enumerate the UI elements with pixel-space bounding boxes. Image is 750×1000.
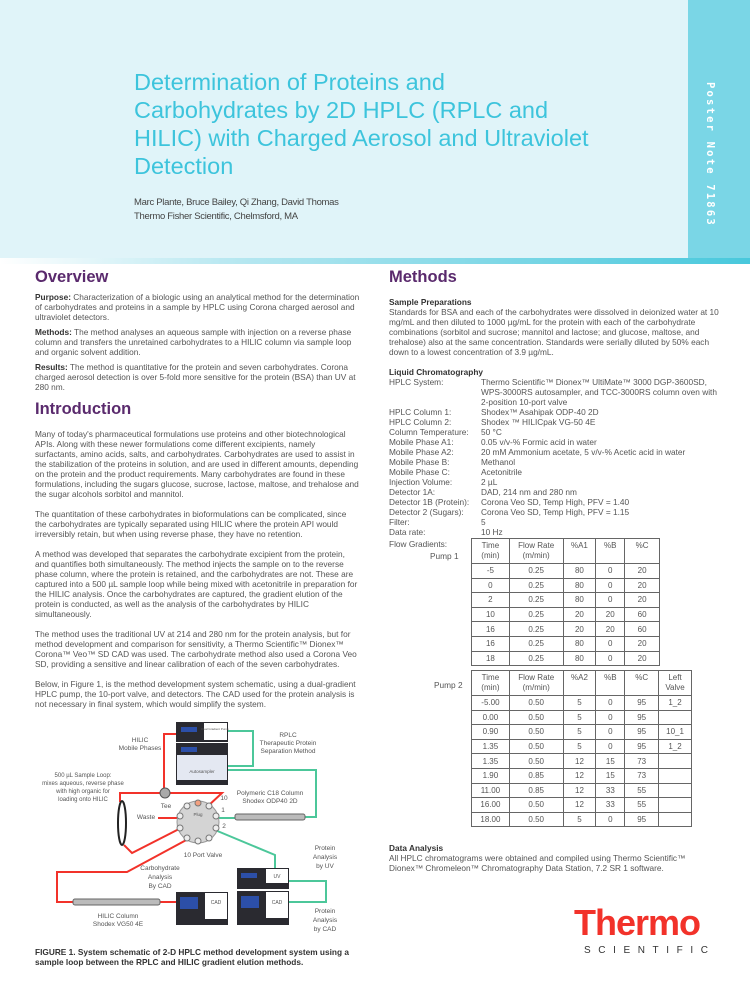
rplc-label: Separation Method	[260, 748, 316, 755]
table-cell: 16.00	[472, 798, 510, 813]
table-cell: 0	[596, 739, 625, 754]
lc-param-row	[389, 417, 729, 427]
table-cell: 0.25	[509, 578, 563, 593]
column-header: %A1	[563, 539, 596, 564]
table-cell: 0	[596, 710, 625, 725]
table-row	[472, 798, 692, 813]
lc-param-row	[389, 487, 729, 497]
table-cell: 1_2	[659, 739, 692, 754]
data-analysis-heading: Data Analysis	[389, 843, 444, 853]
table-cell: 73	[625, 768, 659, 783]
lc-param-value: 2 µL	[481, 477, 498, 487]
lc-param-label: Detector 2 (Sugars):	[389, 507, 464, 517]
lc-param-value: Corona Veo SD, Temp High, PFV = 1.40	[481, 497, 630, 507]
table-cell	[659, 754, 692, 769]
loop-label: with high organic for	[56, 789, 110, 795]
lc-param-label: Detector 1A:	[389, 487, 436, 497]
introduction-heading: Introduction	[35, 400, 132, 418]
protein-cad-label: Protein	[314, 908, 336, 915]
sample-prep-text: Standards for BSA and each of the carbohydrates were dissolved in deionized water at 10 mg/mL and then diluted to 1000 µg/mL for the protein with each of the carbohydrate combinations (sorbitol and sucrose; mannitol and lactose; and glucose, maltose, and trehalose) also at the same concentration. Standards were serially diluted by 50% each down to a lowest concentration of 3.9 µg/mL.	[389, 307, 719, 357]
table-row	[472, 725, 692, 740]
table-cell: 95	[625, 696, 659, 711]
lc-param-label: HPLC Column 1:	[389, 407, 452, 417]
methods-text: The method analyses an aqueous sample with injection on a reverse phase column and transfers the unretained carbohydrates to a HILIC column via sample loop and organic solvent addition.	[35, 327, 352, 357]
table-cell: 60	[625, 607, 660, 622]
hilic-column-label: Shodex VG50 4E	[92, 921, 144, 928]
lc-param-value: 20 mM Ammonium acetate, 5 v/v-% Acetic acid in water	[481, 447, 686, 457]
pump2-label: Pump 2	[434, 680, 463, 690]
table-cell: 12	[563, 754, 596, 769]
carb-label: By CAD	[148, 883, 172, 890]
carb-label: Analysis	[147, 874, 173, 881]
methods-heading: Methods	[389, 268, 457, 286]
poster-note-number: Poster Note 71863	[704, 82, 716, 227]
purpose-label: Purpose:	[35, 292, 71, 302]
lc-param-label: Detector 1B (Protein):	[389, 497, 470, 507]
table-cell: 80	[563, 593, 596, 608]
intro-paragraph: Below, in Figure 1, is the method development system schematic, using a dual-gradient HPLC pump, the 10-port valve, and detectors. The CAD used for the protein analysis is not necessary in final system, which would simplify the system.	[35, 679, 356, 709]
table-cell: 1_2	[659, 696, 692, 711]
lc-param-value: Methanol	[481, 457, 516, 467]
table-row	[472, 636, 660, 651]
table-cell: 5	[563, 725, 596, 740]
loop-label: 500 µL Sample Loop:	[54, 773, 112, 779]
lc-param-row	[389, 457, 729, 467]
lc-param-row	[389, 467, 729, 477]
table-cell: 15	[596, 754, 625, 769]
table-cell: 55	[625, 783, 659, 798]
table-cell: 73	[625, 754, 659, 769]
column-header: Time (min)	[472, 539, 510, 564]
table-cell: 60	[625, 622, 660, 637]
lc-param-label: Mobile Phase A2:	[389, 447, 454, 457]
hilic-mp-label: Mobile Phases	[118, 745, 162, 752]
affiliation: Thermo Fisher Scientific, Chelmsford, MA	[134, 211, 298, 222]
table-cell: 80	[563, 636, 596, 651]
lc-param-row	[389, 447, 729, 457]
table-cell: 0.25	[509, 622, 563, 637]
table-row	[472, 578, 660, 593]
table-cell: 33	[596, 783, 625, 798]
lc-param-value: Acetonitrile	[481, 467, 523, 477]
intro-paragraph: A method was developed that separates the carbohydrate excipient from the protein, and quantifies both simultaneously. The method injects the sample on to the reverse phase column, where the protein is retained, and the carbohydrates are not. These are captured into a 500 µL sample loop while being mixed with acetonitrile in preparation for the HILIC analysis. Once the carbohydrates are captured, the gradient elution of the protein is conducted, as well as the analysis of the carbohydrates by HILIC simultaneously.	[35, 549, 358, 619]
table-cell: 0	[596, 696, 625, 711]
pump-label: Dual Gradient Pump	[201, 727, 229, 731]
poster-title: Determination of Proteins and Carbohydrates by 2D HPLC (RPLC and HILIC) with Charged Aerosol and Ultraviolet Detection	[134, 69, 589, 179]
lc-param-row	[389, 497, 729, 507]
lc-param-label: Data rate:	[389, 527, 426, 537]
table-cell: 80	[563, 578, 596, 593]
lc-param-row	[389, 517, 729, 527]
lc-param-label: Injection Volume:	[389, 477, 453, 487]
methods-label: Methods:	[35, 327, 72, 337]
table-cell: 0	[596, 593, 625, 608]
protein-uv-label: by UV	[316, 863, 334, 870]
port-label: 1	[221, 807, 225, 814]
c18-column-icon	[235, 814, 305, 820]
table-cell: 20	[563, 622, 596, 637]
intro-paragraph: The quantitation of these carbohydrates in bioformulations can be complicated, since the carbohydrates are typically separated using HILIC where the protein API would irreversibly retain, but when using reverse phase, they have no retention.	[35, 509, 347, 539]
table-cell	[659, 812, 692, 827]
table-cell: 5	[563, 739, 596, 754]
lc-param-value: Thermo Scientific™ Dionex™ UltiMate™ 3000 DGP-3600SD, WPS-3000RS autosampler, and TCC-3000RS column oven with 2-position 10-port valve	[481, 377, 717, 407]
table-cell: 12	[563, 768, 596, 783]
table-cell: 0.50	[509, 812, 563, 827]
lc-param-value: Shodex ™ HILICpak VG-50 4E	[481, 417, 596, 427]
table-cell: 12	[563, 783, 596, 798]
table-cell: 18.00	[472, 812, 510, 827]
lc-param-label: HPLC Column 2:	[389, 417, 452, 427]
table-cell: 95	[625, 812, 659, 827]
lc-param-value: 0.05 v/v-% Formic acid in water	[481, 437, 597, 447]
table-cell: 33	[596, 798, 625, 813]
lc-param-value: DAD, 214 nm and 280 nm	[481, 487, 577, 497]
lc-param-row	[389, 527, 729, 537]
uv-detector-icon	[237, 868, 289, 889]
pump-icon	[176, 722, 229, 742]
table-cell: 0.85	[509, 783, 563, 798]
table-cell: 1.35	[472, 739, 510, 754]
table-cell: 20	[596, 607, 625, 622]
column-header: Flow Rate (m/min)	[509, 539, 563, 564]
valve-label: 10 Port Valve	[183, 852, 223, 859]
rplc-label: RPLC	[279, 732, 297, 739]
thermo-logo: Thermo	[574, 902, 701, 943]
table-cell: 20	[596, 622, 625, 637]
column-header: Left Valve	[659, 671, 692, 696]
waste-label: Waste	[136, 814, 156, 821]
table-cell: 0.00	[472, 710, 510, 725]
hilic-column-label: HILIC Column	[97, 913, 139, 920]
autosampler-label: Autosampler	[189, 769, 215, 774]
table-cell: 0.50	[509, 710, 563, 725]
lc-param-row	[389, 377, 729, 407]
protein-cad-label: Analysis	[312, 917, 338, 924]
results-text: The method is quantitative for the protein and seven carbohydrates. Corona charged aerosol detection is over 5-fold more sensitive for the protein (BSA) than UV at 280 nm.	[35, 362, 356, 392]
lc-param-label: HPLC System:	[389, 377, 444, 387]
port-label: 10	[220, 795, 228, 802]
table-cell: 0.25	[509, 607, 563, 622]
table-row	[472, 651, 660, 666]
lc-param-value: 50 °C	[481, 427, 502, 437]
table-cell: 10	[472, 607, 510, 622]
lc-param-row	[389, 407, 729, 417]
c18-label: Shodex ODP40 2D	[242, 798, 298, 805]
loop-line	[120, 793, 160, 802]
table-cell: 95	[625, 725, 659, 740]
table-cell: 15	[596, 768, 625, 783]
scientific-logo-text: SCIENTIFIC	[584, 945, 716, 956]
lc-param-value: 5	[481, 517, 486, 527]
table-cell	[659, 798, 692, 813]
sample-loop-icon	[118, 801, 126, 845]
table-cell: 55	[625, 798, 659, 813]
lc-heading: Liquid Chromatography	[389, 367, 484, 377]
cad-label: CAD	[271, 900, 283, 906]
table-row	[472, 710, 692, 725]
column-header: %C	[625, 671, 659, 696]
uv-label: UV	[273, 874, 281, 880]
table-cell: 20	[563, 607, 596, 622]
table-cell: 80	[563, 564, 596, 579]
table-cell: 18	[472, 651, 510, 666]
purpose-text: Characterization of a biologic using an analytical method for the determination of carbohydrates and proteins in a sample by HPLC using Corona charged aerosol and ultraviolet detectors.	[35, 292, 360, 322]
hilic-column-icon	[73, 899, 160, 905]
rplc-label: Therapeutic Protein	[259, 740, 317, 747]
table-cell: 20	[625, 564, 660, 579]
autosampler-icon	[176, 743, 228, 785]
table-cell: 2	[472, 593, 510, 608]
cad-label: CAD	[210, 900, 222, 906]
lc-param-label: Mobile Phase C:	[389, 467, 450, 477]
table-cell: 95	[625, 710, 659, 725]
data-analysis-text: All HPLC chromatograms were obtained and compiled using Thermo Scientific™ Dionex™ Chromeleon™ Chromatography Data Station, 7.2 SR 1 software.	[389, 853, 686, 873]
intro-paragraph: The method uses the traditional UV at 214 and 280 nm for the protein analysis, but for method development and comparison for sensitivity, a Thermo Scientific™ Dionex™ Corona™ Veo™ SD CAD was used. The carbohydrate method also used a Corona Veo SD, providing a sensitive and linear calibration of each of the seven carbohydrates.	[35, 629, 357, 669]
table-cell: -5.00	[472, 696, 510, 711]
table-cell: 16	[472, 636, 510, 651]
table-cell: 0.50	[509, 696, 563, 711]
table-cell: 12	[563, 798, 596, 813]
pump1-label: Pump 1	[430, 551, 459, 561]
plug-label: Plug	[193, 812, 203, 817]
overview-heading: Overview	[35, 268, 109, 286]
results-label: Results:	[35, 362, 68, 372]
carb-label: Carbohydrate	[140, 865, 180, 872]
column-header: %A2	[563, 671, 596, 696]
table-row	[472, 739, 692, 754]
column-header: %C	[625, 539, 660, 564]
table-cell: 0.50	[509, 798, 563, 813]
protein-uv-label: Analysis	[312, 854, 338, 861]
tee-label: Tee	[160, 803, 172, 810]
table-cell	[659, 768, 692, 783]
table-cell	[659, 783, 692, 798]
table-cell: 0	[596, 812, 625, 827]
table-cell: 5	[563, 710, 596, 725]
table-header-row	[472, 539, 660, 564]
table-cell: 95	[625, 739, 659, 754]
authors: Marc Plante, Bruce Bailey, Qi Zhang, David Thomas	[134, 197, 339, 208]
table-row	[472, 783, 692, 798]
lc-param-row	[389, 477, 729, 487]
table-cell: 0	[596, 725, 625, 740]
detector-line	[289, 881, 326, 902]
table-row	[472, 607, 660, 622]
valve-icon	[177, 800, 219, 844]
tee-icon	[160, 788, 170, 798]
table-cell: 0.50	[509, 725, 563, 740]
intro-paragraph: Many of today's pharmaceutical formulations use proteins and other biotechnological APIs. Along with these newer formulations come different excipients, namely surfactants, amino acids, salts, and carbohydrates. Carbohydrates are used to assist in the stabilization of the proteins in solution, and are used in different amounts, depending on the protein and the product requirements. Many carbohydrates are found in these formulations, including the sugars glucose, sucrose, lactose, maltose, and trehalose and the sugar alcohols sorbitol and mannitol.	[35, 429, 359, 499]
table-cell: 0	[472, 578, 510, 593]
table-row	[472, 812, 692, 827]
hilic-line	[164, 734, 176, 790]
lc-param-row	[389, 437, 729, 447]
table-cell: 0.50	[509, 739, 563, 754]
table-cell: 20	[625, 636, 660, 651]
figure-caption: FIGURE 1. System schematic of 2-D HPLC method development system using a sample loop between the RPLC and HILIC gradient elution methods.	[35, 947, 349, 967]
table-cell: 1.35	[472, 754, 510, 769]
table-cell: 0	[596, 578, 625, 593]
table-cell	[659, 710, 692, 725]
table-cell: 5	[563, 696, 596, 711]
uv-line	[215, 830, 275, 868]
lc-param-label: Filter:	[389, 517, 410, 527]
table-cell: 11.00	[472, 783, 510, 798]
lc-param-row	[389, 427, 729, 437]
lc-param-value: Corona Veo SD, Temp High, PFV = 1.15	[481, 507, 630, 517]
c18-label: Polymeric C18 Column	[236, 790, 304, 797]
table-row	[472, 564, 660, 579]
loop-label: mixes aqueous, reverse phase	[42, 781, 124, 787]
table-cell: 1.90	[472, 768, 510, 783]
lc-param-value: 10 Hz	[481, 527, 503, 537]
table-cell: 0.25	[509, 651, 563, 666]
table-header-row	[472, 671, 692, 696]
table-cell: 0.25	[509, 636, 563, 651]
table-cell: 0.85	[509, 768, 563, 783]
rplc-line	[228, 731, 253, 766]
table-cell: 20	[625, 578, 660, 593]
pump1-gradient-table	[471, 538, 660, 666]
table-cell: -5	[472, 564, 510, 579]
table-cell: 10_1	[659, 725, 692, 740]
column-header: %B	[596, 539, 625, 564]
cad-detector-icon	[237, 891, 289, 925]
flow-gradients-label: Flow Gradients:	[389, 539, 448, 549]
hilic-mp-label: HILIC	[131, 737, 149, 744]
column-header: Flow Rate (m/min)	[509, 671, 563, 696]
table-cell: 0.25	[509, 564, 563, 579]
column-header: %B	[596, 671, 625, 696]
table-cell: 0.25	[509, 593, 563, 608]
table-cell: 0.50	[509, 754, 563, 769]
table-cell: 5	[563, 812, 596, 827]
lc-param-label: Mobile Phase B:	[389, 457, 450, 467]
lc-param-label: Column Temperature:	[389, 427, 469, 437]
port-label: 2	[222, 823, 226, 830]
table-row	[472, 622, 660, 637]
pump2-gradient-table	[471, 670, 692, 827]
protein-cad-label: by CAD	[313, 926, 337, 933]
loop-line	[124, 828, 181, 853]
table-row	[472, 593, 660, 608]
lc-parameters	[389, 377, 729, 537]
lc-param-row	[389, 507, 729, 517]
table-cell: 0	[596, 651, 625, 666]
lc-param-value: Shodex™ Asahipak ODP-40 2D	[481, 407, 599, 417]
table-cell: 16	[472, 622, 510, 637]
protein-uv-label: Protein	[314, 845, 336, 852]
lc-param-label: Mobile Phase A1:	[389, 437, 454, 447]
table-row	[472, 754, 692, 769]
table-cell: 0.90	[472, 725, 510, 740]
table-row	[472, 768, 692, 783]
table-cell: 80	[563, 651, 596, 666]
column-header: Time (min)	[472, 671, 510, 696]
table-cell: 0	[596, 564, 625, 579]
table-cell: 20	[625, 593, 660, 608]
sample-prep-heading: Sample Preparations	[389, 297, 472, 307]
table-cell: 0	[596, 636, 625, 651]
cad-detector-icon	[176, 892, 228, 925]
table-cell: 20	[625, 651, 660, 666]
table-row	[472, 696, 692, 711]
loop-label: loading onto HILIC	[58, 797, 108, 803]
